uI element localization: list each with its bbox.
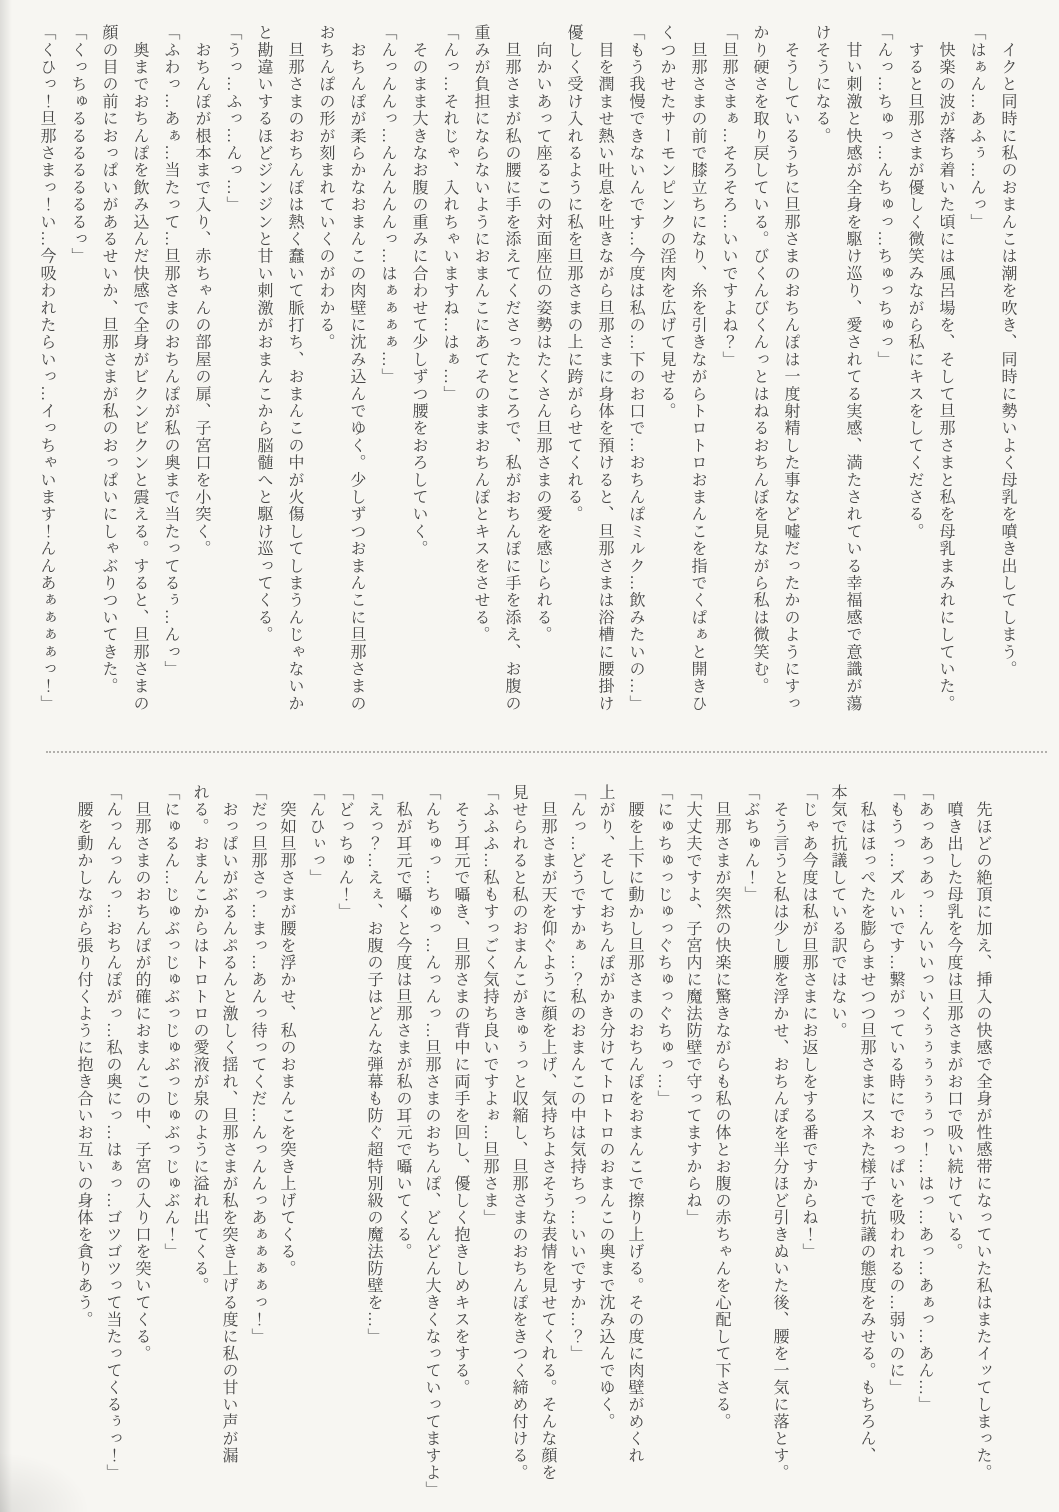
text-line: 奥までおちんぽを飲み込んだ快感で全身がビクンビクンと震える。すると、旦那さまの bbox=[131, 24, 148, 712]
text-line: すると旦那さまが優しく微笑みながら私にキスをしてくださる。 bbox=[906, 24, 923, 540]
text-line: 噴き出した母乳を今度は旦那さまがお口で吸い続けている。 bbox=[945, 784, 962, 1260]
text-line: くつかせたサーモンピンクの淫肉を広げて見せる。 bbox=[658, 24, 675, 420]
text-line: 先ほどの絶頂に加え、挿入の快感で全身が性感帯になっていた私はまたイッてしまった。 bbox=[974, 784, 991, 1481]
text-line: と勘違いするほどジンジンと甘い刺激がおまんこから脳髄へと駆け巡ってくる。 bbox=[255, 24, 272, 644]
text-line: 「もうっ…ズルいです…繋がっている時にでおっぱいを吸われるの…弱いのに」 bbox=[887, 784, 904, 1396]
text-line: 旦那さまのおちんぽは熱く蠢いて脈打ち、おまんこの中が火傷してしまうんじゃないか bbox=[286, 24, 303, 712]
text-line: そう耳元で囁き、旦那さまの背中に両手を回し、優しく抱きしめキスをする。 bbox=[452, 784, 469, 1396]
text-line: 「もう我慢できないんです…今度は私の…下のお口で…おちんぽミルク…飲みたいの…」 bbox=[627, 24, 644, 712]
page-edge-shadow bbox=[0, 0, 12, 1512]
text-line: 「はぁん…あふぅ…んっ」 bbox=[968, 24, 985, 231]
text-line: 「にゅちゅっじゅっぐちゅっぐちゅっ…」 bbox=[655, 784, 672, 1107]
text-line: 「じゃあ今度は私が旦那さまにお返しをする番ですからね！」 bbox=[800, 784, 817, 1260]
text-line: そう言うと私は少し腰を浮かせ、おちんぽを半分ほど引きぬいた後、腰を一気に落とす。 bbox=[771, 784, 788, 1481]
text-line: そうしているうちに旦那さまのおちんぽは一度射精した事など嘘だったかのようにすっ bbox=[782, 24, 799, 712]
text-line: 「んひぃっ」 bbox=[307, 784, 324, 886]
text-line: 快楽の波が落ち着いた頃には風呂場を、そして旦那さまと私を母乳まみれにしていた。 bbox=[937, 24, 954, 712]
text-line: 「ふふふ…私もすっごく気持ち良いですよぉ…旦那さま」 bbox=[481, 784, 498, 1226]
text-line: 本気で抗議している訳ではない。 bbox=[829, 784, 846, 1039]
text-line: 「旦那さまぁ…そろそろ…いいですよね？」 bbox=[720, 24, 737, 368]
text-line: 甘い刺激と快感が全身を駆け巡り、愛されてる実感、満たされている幸福感で意識が蕩 bbox=[844, 24, 861, 712]
text-line: 上がり、そしておちんぽがかき分けてトロトロのおまんこの奥まで沈み込んでゆく。 bbox=[597, 784, 614, 1430]
text-line: 旦那さまのおちんぽが的確におまんこの中、子宮の入り口を突いてくる。 bbox=[133, 784, 150, 1362]
text-line: 「んちゅっ…ちゅっ…んっんっ…旦那さまのおちんぽ、どんどん大きくなっていってますよ」 bbox=[423, 784, 440, 1498]
text-line: 「ぶちゅん！」 bbox=[742, 784, 759, 903]
text-line: 優しく受け入れるように私を旦那さまの上に跨がらせてくれる。 bbox=[565, 24, 582, 523]
text-line: 「んっんっんっ…おちんぽがっ…私の奥にっ…はぁっ…ゴツゴツって当たってくるぅっ！」 bbox=[104, 784, 121, 1481]
text-line: そのまま大きなお腹の重みに合わせて少しずつ腰をおろしていく。 bbox=[410, 24, 427, 558]
text-line: 旦那さまが突然の快楽に驚きながらも私の体とお腹の赤ちゃんを心配して下さる。 bbox=[713, 784, 730, 1430]
text-line: 腰を動かしながら張り付くように抱き合いお互いの身体を貪りあう。 bbox=[75, 784, 92, 1328]
text-line: おちんぽの形が刻まれていくのがわかる。 bbox=[317, 24, 334, 351]
text-line: おっぱいがぶるんぷるんと激しく揺れ、旦那さまが私を突き上げる度に私の甘い声が漏 bbox=[220, 784, 237, 1464]
text-line: かり硬さを取り戻している。びくんびくんっとはねるおちんぼを見ながら私は微笑む。 bbox=[751, 24, 768, 695]
text-line: 旦那さまが私の腰に手を添えてくださったところで、私がおちんぽに手を添え、お腹の bbox=[503, 24, 520, 712]
text-line: おちんぽが柔らかなおまんこの肉壁に沈み込んでゆく。少しずつおまんこに旦那さまの bbox=[348, 24, 365, 712]
text-line: 旦那さまの前で膝立ちになり、糸を引きながらトロトロおまんこを指でくぱぁと開きひ bbox=[689, 24, 706, 712]
text-line: 「だっ旦那さっ…まっ…あんっ待ってくだ…んっんんっあぁぁぁぁっ！」 bbox=[249, 784, 266, 1345]
text-line: 腰を上下に動かし旦那さまのおちんぽをおまんこで擦り上げる。その度に肉壁がめくれ bbox=[626, 784, 643, 1464]
text-line: 目を潤ませ熱い吐息を吐きながら旦那さまに身体を預けると、旦那さまは浴槽に腰掛け bbox=[596, 24, 613, 712]
text-line: 「どっちゅん！」 bbox=[336, 784, 353, 920]
text-line: 見せられると私のおまんこがきゅぅっと収縮し、旦那さまのおちんぽをきつく締め付ける。 bbox=[510, 784, 527, 1481]
text-line: おちんぽが根本まで入り、赤ちゃんの部屋の扉、子宮口を小突く。 bbox=[193, 24, 210, 558]
text-line: 旦那さまが天を仰ぐように顔を上げ、気持ちよさそうな表情を見せてくれる。そんな顔を bbox=[539, 784, 556, 1481]
text-line: イクと同時に私のおまんこは潮を吹き、同時に勢いよく母乳を噴き出してしまう。 bbox=[999, 24, 1016, 678]
text-line: 「くひっ！旦那さまっ！い…今吸われたらいっ…イっちゃいます！んんあぁぁぁぁっ！」 bbox=[38, 24, 55, 712]
text-line: 「えっ？…えぇ、お腹の子はどんな弾幕も防ぐ超特別級の魔法防壁を…」 bbox=[365, 784, 382, 1345]
text-line: 「んっ…どうですかぁ…？私のおまんこの中は気持ちっ…いいですか…？」 bbox=[568, 784, 585, 1362]
dotted-divider bbox=[46, 751, 1047, 753]
text-line: 「にゅるん…じゅぶっじゅぶっじゅぶっじゅぶっじゅぶん！」 bbox=[162, 784, 179, 1260]
text-line: 「あっあっあっ…んいいっいくぅぅぅぅぅぅっ！…はっ…あっ…あぁっ…あん…」 bbox=[916, 784, 933, 1413]
text-line: 「んっ…ちゅっ…んちゅっ…ちゅっちゅっ」 bbox=[875, 24, 892, 368]
text-line: 向かいあって座るこの対面座位の姿勢はたくさん旦那さまの愛を感じられる。 bbox=[534, 24, 551, 644]
text-line: 「くっちゅるるるるるるるっ」 bbox=[69, 24, 86, 265]
bottom-text-block bbox=[69, 784, 997, 1500]
text-line: 重みが負担にならないようにおまんこにあてそのままおちんぽとキスをさせる。 bbox=[472, 24, 489, 644]
text-line: 「んっんんっ…んんんんんっ…はぁぁぁぁ…」 bbox=[379, 24, 396, 386]
top-text-block bbox=[31, 24, 1023, 714]
text-line: 顔の目の前におっぱいがあるせいか、旦那さまが私のおっぱいにしゃぶりついてきた。 bbox=[100, 24, 117, 695]
text-line: 「うっ…ふっ…んっ…」 bbox=[224, 24, 241, 214]
text-line: 私はほっぺたを膨らませつつ旦那さまにスネた様子で抗議の態度をみせる。もちろん、 bbox=[858, 784, 875, 1464]
text-line: けそうになる。 bbox=[813, 24, 830, 145]
text-line: 私が耳元で囁くと今度は旦那さまが私の耳元で囁いてくる。 bbox=[394, 784, 411, 1260]
text-line: 「大丈夫ですよ、子宮内に魔法防壁で守ってますからね」 bbox=[684, 784, 701, 1226]
text-line: れる。おまんこからはトロトロの愛液が泉のように溢れ出てくる。 bbox=[191, 784, 208, 1294]
text-line: 「ふわっ…あぁ…当たって…旦那さまのおちんぽが私の奥まで当たってるぅ…んっ」 bbox=[162, 24, 179, 678]
text-line: 突如旦那さまが腰を浮かせ、私のおまんこを突き上げてくる。 bbox=[278, 784, 295, 1277]
text-line: 「んっ…それじゃ、入れちゃいますね…はぁ…」 bbox=[441, 24, 458, 403]
